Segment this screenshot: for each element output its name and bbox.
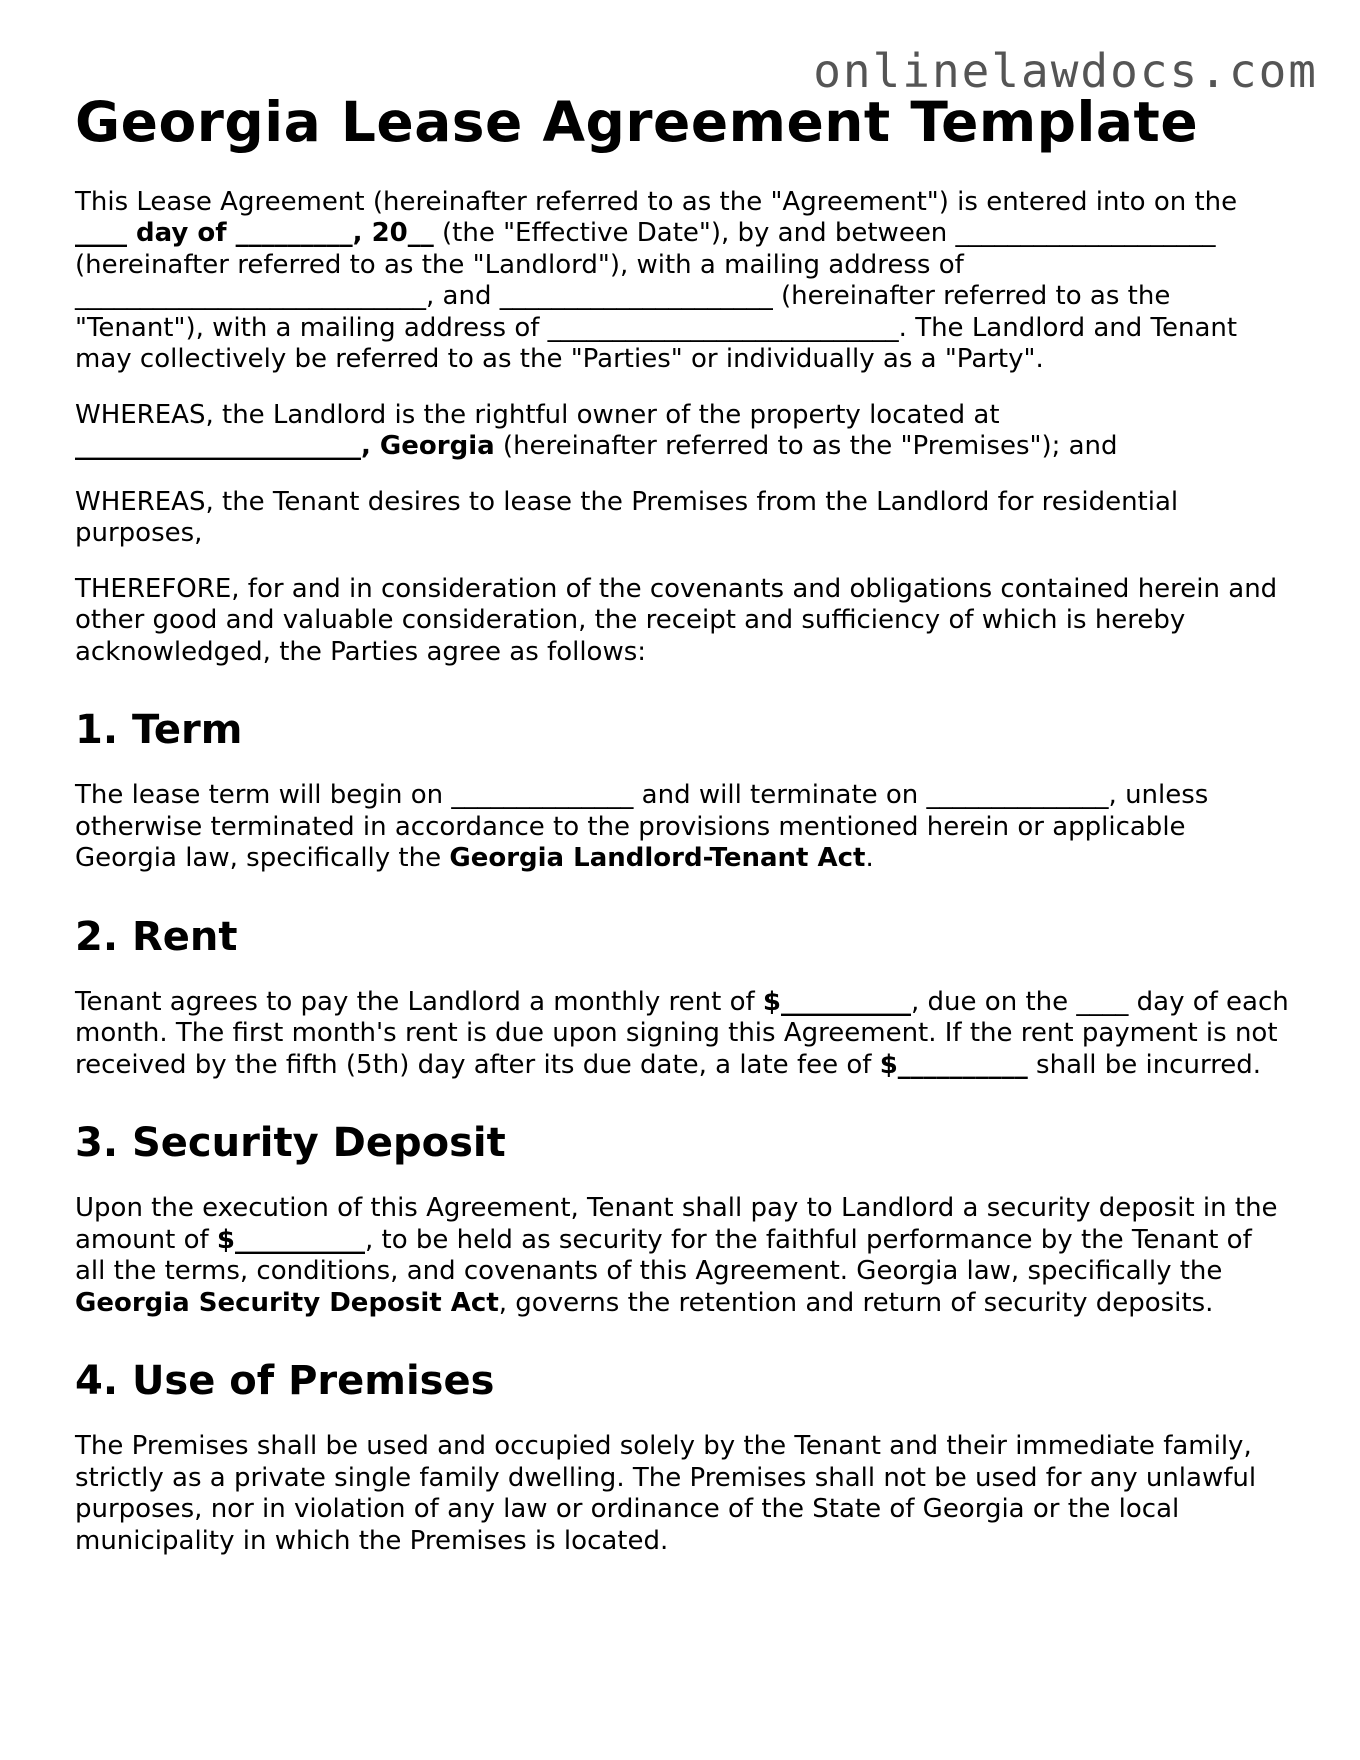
late-fee-blank: $__________ — [879, 1049, 1028, 1080]
intro-text-2: (the "Effective Date"), by and between ____________________ (hereinafter referred to as the "Landlord"), with a mailing address of ___________________________, and _____________________ (hereinafter referred to as the "Tenant"), with a mailing address of ___________________________. The Landlord and Tenant may collectively be referred to as the "Parties" or individually as a "Party". — [75, 218, 1238, 374]
effective-date-blank: ____ day of _________, 20__ — [75, 218, 434, 248]
term-paragraph — [75, 780, 1290, 875]
security-deposit-act: Georgia Security Deposit Act — [75, 1287, 499, 1318]
security-deposit-paragraph — [75, 1193, 1290, 1319]
watermark: onlinelawdocs.com — [813, 44, 1318, 98]
intro-paragraph — [75, 187, 1290, 376]
intro-text-1: This Lease Agreement (hereinafter referred to as the "Agreement") is entered into on the — [75, 186, 1238, 217]
monthly-rent-blank: $__________ — [762, 986, 912, 1017]
therefore-paragraph: THEREFORE, for and in consideration of the covenants and obligations contained herein and other good and valuable consideration, the receipt and sufficiency of which is hereby acknowledged, the Parties agree as follows: — [75, 573, 1278, 667]
whereas-owner-text-1: WHEREAS, the Landlord is the rightful owner of the property located at — [75, 399, 1000, 430]
document-page — [75, 92, 1290, 1581]
deposit-text-2: , to be held as security for the faithful performance by the Tenant of all the terms, conditions, and covenants of this Agreement. Georgia law, specifically the — [75, 1224, 1252, 1286]
section-heading-security-deposit: 3. Security Deposit — [75, 1120, 506, 1166]
section-heading-term: 1. Term — [75, 707, 243, 753]
deposit-text-1: Upon the execution of this Agreement, Tenant shall pay to Landlord a security deposit in the amount of — [75, 1193, 1278, 1255]
deposit-text-3: , governs the retention and return of security deposits. — [498, 1287, 1214, 1318]
premises-location-blank: ______________________, Georgia — [75, 431, 495, 461]
term-text-1: The lease term will begin on ______________ and will terminate on ______________, unless otherwise terminated in accordance to the provisions mentioned herein or applicable Georgia law, specifically the — [75, 780, 1209, 873]
section-heading-rent: 2. Rent — [75, 913, 238, 960]
rent-text-2: , due on the ____ day of each month. The first month's rent is due upon signing this Agreement. If the rent payment is not received by the fifth (5th) day after its due date, a late fee of — [75, 986, 1289, 1080]
section-heading-use-of-premises: 4. Use of Premises — [75, 1358, 495, 1404]
deposit-amount-blank: $__________ — [216, 1224, 366, 1255]
document-title: Georgia Lease Agreement Template — [75, 90, 1199, 154]
landlord-tenant-act: Georgia Landlord-Tenant Act — [449, 843, 866, 873]
term-text-2: . — [865, 843, 874, 873]
use-of-premises-paragraph: The Premises shall be used and occupied solely by the Tenant and their immediate family, strictly as a private single family dwelling. The Premises shall not be used for any unlawful purposes, nor in violation of any law or ordinance of the State of Georgia or the local municipality in which the Premises is located. — [75, 1431, 1257, 1556]
rent-paragraph — [75, 987, 1290, 1082]
whereas-owner-paragraph — [75, 400, 1290, 463]
whereas-tenant-paragraph: WHEREAS, the Tenant desires to lease the Premises from the Landlord for residential purposes, — [75, 486, 1179, 548]
whereas-owner-text-2: (hereinafter referred to as the "Premises"); and — [494, 431, 1118, 461]
rent-text-1: Tenant agrees to pay the Landlord a monthly rent of — [75, 986, 763, 1017]
rent-text-3: shall be incurred. — [1027, 1049, 1262, 1080]
